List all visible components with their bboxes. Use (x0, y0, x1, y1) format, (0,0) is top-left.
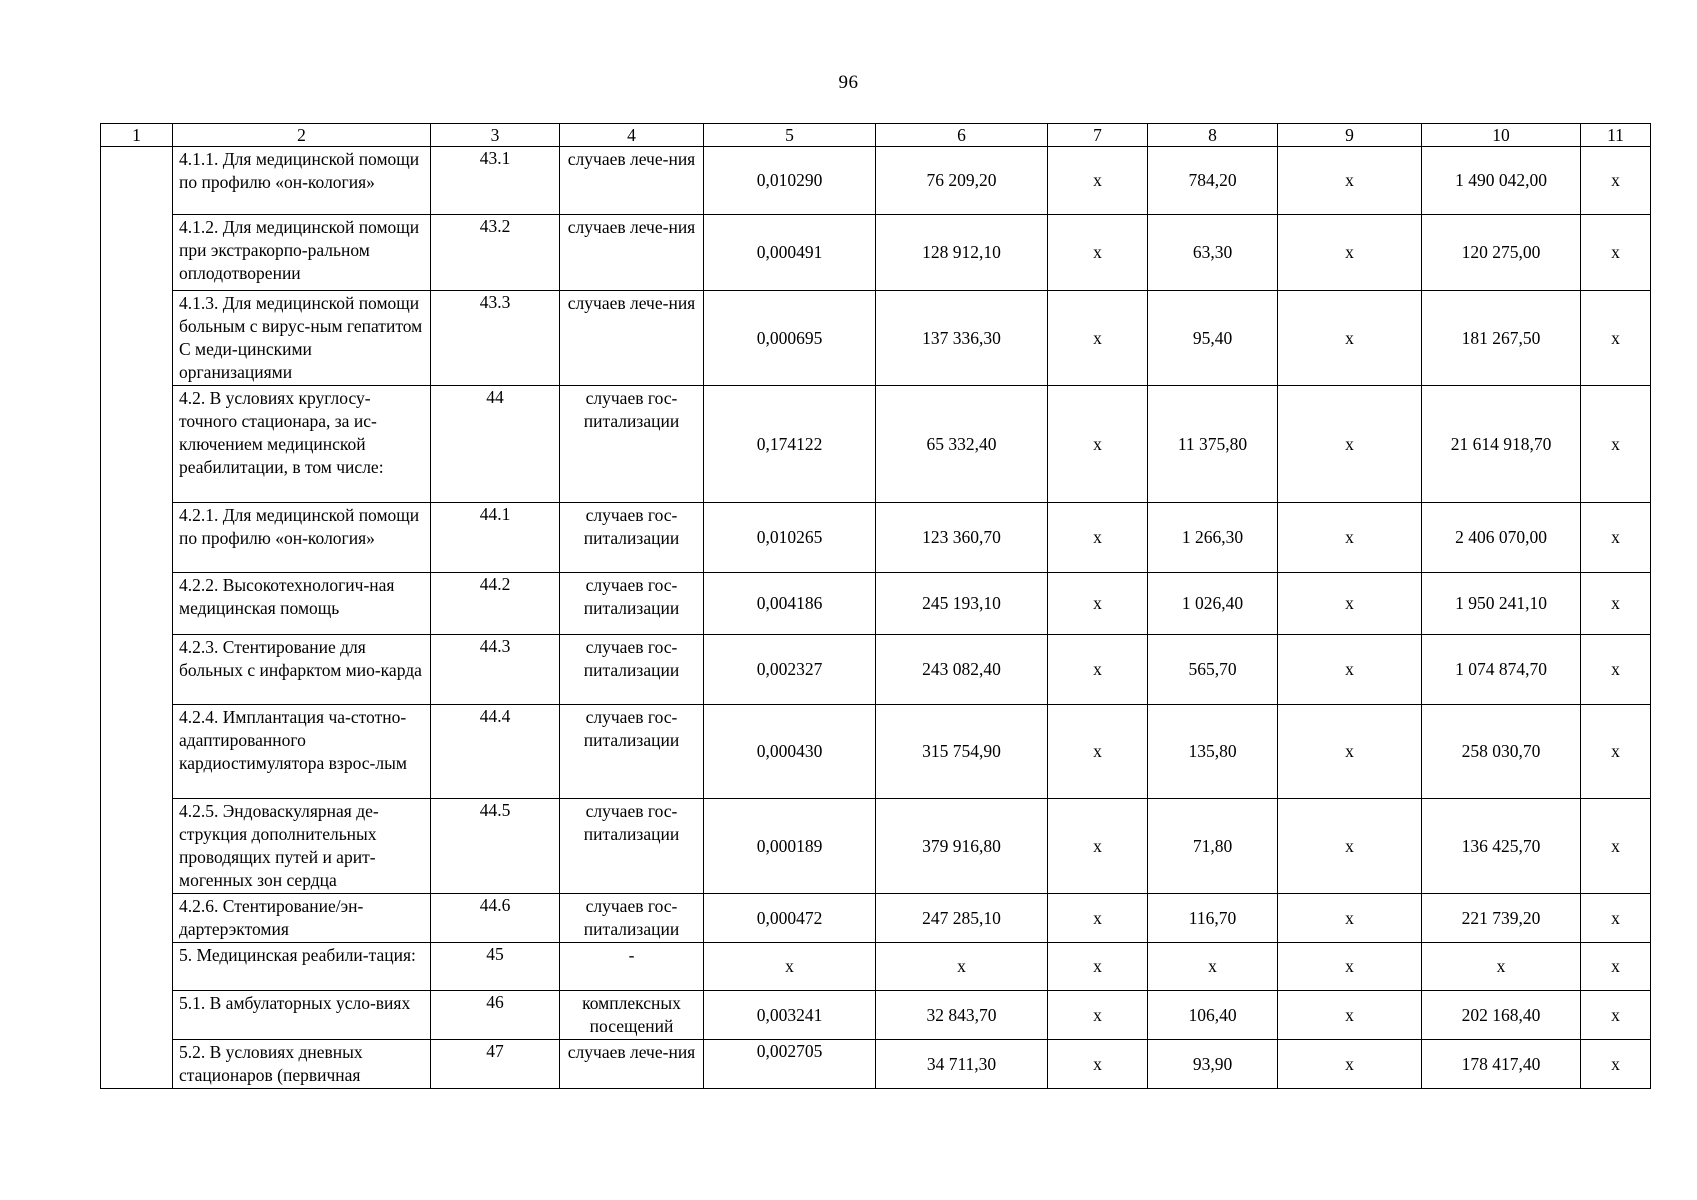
volume-norm-cell: 0,000430 (704, 705, 876, 799)
value-cell: х (1278, 503, 1422, 573)
total-cost-cell: 202 168,40 (1422, 991, 1581, 1040)
volume-norm-cell: 0,003241 (704, 991, 876, 1040)
total-cost-cell: 221 739,20 (1422, 894, 1581, 943)
indicator-name-cell: 4.1.3. Для медицинской помощи больным с вирус-ным гепатитом С меди-цинскими организациями (173, 291, 431, 386)
indicator-name-cell: 5.1. В амбулаторных усло-виях (173, 991, 431, 1040)
column-header: 9 (1278, 124, 1422, 147)
line-number-cell: 44.3 (431, 635, 560, 705)
table-row (101, 705, 1651, 799)
data-table (100, 123, 1651, 1089)
volume-norm-cell: 0,004186 (704, 573, 876, 635)
value-cell: х (1581, 291, 1651, 386)
total-cost-cell: 1 950 241,10 (1422, 573, 1581, 635)
value-cell: х (1048, 215, 1148, 291)
indicator-name-cell: 4.2.3. Стентирование для больных с инфарктом мио-карда (173, 635, 431, 705)
value-cell: х (1048, 705, 1148, 799)
per-capita-cell: 93,90 (1148, 1040, 1278, 1089)
volume-norm-cell: 0,000472 (704, 894, 876, 943)
value-cell: х (1581, 991, 1651, 1040)
value-cell: х (1581, 503, 1651, 573)
value-cell: х (1581, 705, 1651, 799)
value-cell: х (1581, 799, 1651, 894)
volume-norm-cell: 0,000189 (704, 799, 876, 894)
column-header: 1 (101, 124, 173, 147)
indicator-name-cell: 4.2.6. Стентирование/эн-дартерэктомия (173, 894, 431, 943)
table-row (101, 799, 1651, 894)
cost-norm-cell: 65 332,40 (876, 386, 1048, 503)
unit-cell: случаев гос-питализации (560, 503, 704, 573)
total-cost-cell: 136 425,70 (1422, 799, 1581, 894)
column-header: 11 (1581, 124, 1651, 147)
per-capita-cell: х (1148, 943, 1278, 991)
cost-norm-cell: 76 209,20 (876, 147, 1048, 215)
value-cell: х (1048, 291, 1148, 386)
unit-cell: случаев гос-питализации (560, 894, 704, 943)
line-number-cell: 44.4 (431, 705, 560, 799)
total-cost-cell: 120 275,00 (1422, 215, 1581, 291)
column-header: 2 (173, 124, 431, 147)
volume-norm-cell: 0,000491 (704, 215, 876, 291)
unit-cell: случаев гос-питализации (560, 635, 704, 705)
total-cost-cell: 181 267,50 (1422, 291, 1581, 386)
table-row (101, 894, 1651, 943)
column-header: 4 (560, 124, 704, 147)
indicator-name-cell: 4.2.1. Для медицинской помощи по профилю «он-кология» (173, 503, 431, 573)
value-cell: х (1278, 943, 1422, 991)
table-row (101, 215, 1651, 291)
line-number-cell: 44.5 (431, 799, 560, 894)
volume-norm-cell: 0,002327 (704, 635, 876, 705)
value-cell: х (1048, 573, 1148, 635)
value-cell: х (1581, 894, 1651, 943)
per-capita-cell: 135,80 (1148, 705, 1278, 799)
line-number-cell: 44.2 (431, 573, 560, 635)
cost-norm-cell: 247 285,10 (876, 894, 1048, 943)
total-cost-cell: 1 074 874,70 (1422, 635, 1581, 705)
value-cell: х (1581, 386, 1651, 503)
total-cost-cell: 258 030,70 (1422, 705, 1581, 799)
line-number-cell: 44.6 (431, 894, 560, 943)
per-capita-cell: 1 266,30 (1148, 503, 1278, 573)
cost-norm-cell: 34 711,30 (876, 1040, 1048, 1089)
section-number-cell (101, 147, 173, 1089)
line-number-cell: 44 (431, 386, 560, 503)
volume-norm-cell: 0,174122 (704, 386, 876, 503)
value-cell: х (1278, 799, 1422, 894)
total-cost-cell: 2 406 070,00 (1422, 503, 1581, 573)
line-number-cell: 46 (431, 991, 560, 1040)
value-cell: х (1048, 943, 1148, 991)
value-cell: х (1278, 991, 1422, 1040)
value-cell: х (1048, 1040, 1148, 1089)
unit-cell: случаев лече-ния (560, 147, 704, 215)
line-number-cell: 43.2 (431, 215, 560, 291)
volume-norm-cell: 0,010265 (704, 503, 876, 573)
total-cost-cell: 178 417,40 (1422, 1040, 1581, 1089)
volume-norm-cell: 0,010290 (704, 147, 876, 215)
unit-cell: случаев лече-ния (560, 215, 704, 291)
per-capita-cell: 95,40 (1148, 291, 1278, 386)
value-cell: х (1048, 386, 1148, 503)
indicator-name-cell: 4.2.4. Имплантация ча-стотно-адаптированного кардиостимулятора взрос-лым (173, 705, 431, 799)
value-cell: х (1278, 1040, 1422, 1089)
unit-cell: комплексных посещений (560, 991, 704, 1040)
indicator-name-cell: 5. Медицинская реабили-тация: (173, 943, 431, 991)
table-row (101, 573, 1651, 635)
per-capita-cell: 63,30 (1148, 215, 1278, 291)
value-cell: х (1278, 147, 1422, 215)
unit-cell: случаев лече-ния (560, 291, 704, 386)
value-cell: х (1278, 386, 1422, 503)
table-row (101, 943, 1651, 991)
table-row (101, 147, 1651, 215)
column-header: 5 (704, 124, 876, 147)
line-number-cell: 47 (431, 1040, 560, 1089)
indicator-name-cell: 4.2.5. Эндоваскулярная де-струкция дополнительных проводящих путей и арит-могенных зон сердца (173, 799, 431, 894)
total-cost-cell: х (1422, 943, 1581, 991)
per-capita-cell: 565,70 (1148, 635, 1278, 705)
value-cell: х (1581, 573, 1651, 635)
indicator-name-cell: 4.1.1. Для медицинской помощи по профилю «он-кология» (173, 147, 431, 215)
line-number-cell: 44.1 (431, 503, 560, 573)
line-number-cell: 43.3 (431, 291, 560, 386)
value-cell: х (1048, 503, 1148, 573)
column-header: 6 (876, 124, 1048, 147)
value-cell: х (1278, 635, 1422, 705)
per-capita-cell: 784,20 (1148, 147, 1278, 215)
cost-norm-cell: 32 843,70 (876, 991, 1048, 1040)
per-capita-cell: 116,70 (1148, 894, 1278, 943)
unit-cell: случаев гос-питализации (560, 799, 704, 894)
value-cell: х (1048, 635, 1148, 705)
per-capita-cell: 1 026,40 (1148, 573, 1278, 635)
table-row (101, 503, 1651, 573)
value-cell: х (1278, 215, 1422, 291)
value-cell: х (1581, 635, 1651, 705)
cost-norm-cell: 379 916,80 (876, 799, 1048, 894)
volume-norm-cell: х (704, 943, 876, 991)
total-cost-cell: 1 490 042,00 (1422, 147, 1581, 215)
unit-cell: случаев гос-питализации (560, 386, 704, 503)
value-cell: х (1048, 894, 1148, 943)
per-capita-cell: 11 375,80 (1148, 386, 1278, 503)
column-header: 3 (431, 124, 560, 147)
indicator-name-cell: 4.1.2. Для медицинской помощи при экстракорпо-ральном оплодотворении (173, 215, 431, 291)
volume-norm-cell: 0,000695 (704, 291, 876, 386)
indicator-name-cell: 4.2.2. Высокотехнологич-ная медицинская помощь (173, 573, 431, 635)
unit-cell: случаев гос-питализации (560, 573, 704, 635)
value-cell: х (1048, 991, 1148, 1040)
value-cell: х (1278, 573, 1422, 635)
total-cost-cell: 21 614 918,70 (1422, 386, 1581, 503)
table-row (101, 635, 1651, 705)
cost-norm-cell: 315 754,90 (876, 705, 1048, 799)
per-capita-cell: 71,80 (1148, 799, 1278, 894)
cost-norm-cell: 245 193,10 (876, 573, 1048, 635)
column-header: 8 (1148, 124, 1278, 147)
table-row (101, 291, 1651, 386)
column-header: 7 (1048, 124, 1148, 147)
cost-norm-cell: 137 336,30 (876, 291, 1048, 386)
table-row (101, 1040, 1651, 1089)
value-cell: х (1048, 799, 1148, 894)
table-row (101, 386, 1651, 503)
unit-cell: - (560, 943, 704, 991)
value-cell: х (1048, 147, 1148, 215)
value-cell: х (1278, 894, 1422, 943)
line-number-cell: 43.1 (431, 147, 560, 215)
indicator-name-cell: 5.2. В условиях дневных стационаров (первичная (173, 1040, 431, 1089)
unit-cell: случаев лече-ния (560, 1040, 704, 1089)
value-cell: х (1581, 147, 1651, 215)
table-row (101, 991, 1651, 1040)
per-capita-cell: 106,40 (1148, 991, 1278, 1040)
value-cell: х (1581, 1040, 1651, 1089)
value-cell: х (1278, 291, 1422, 386)
column-header-row (101, 124, 1651, 147)
column-header: 10 (1422, 124, 1581, 147)
cost-norm-cell: х (876, 943, 1048, 991)
value-cell: х (1581, 943, 1651, 991)
cost-norm-cell: 243 082,40 (876, 635, 1048, 705)
value-cell: х (1581, 215, 1651, 291)
cost-norm-cell: 123 360,70 (876, 503, 1048, 573)
cost-norm-cell: 128 912,10 (876, 215, 1048, 291)
unit-cell: случаев гос-питализации (560, 705, 704, 799)
value-cell: х (1278, 705, 1422, 799)
page-number: 96 (838, 72, 859, 93)
line-number-cell: 45 (431, 943, 560, 991)
volume-norm-cell: 0,002705 (704, 1040, 876, 1089)
indicator-name-cell: 4.2. В условиях круглосу-точного стационара, за ис-ключением медицинской реабилитации, в том числе: (173, 386, 431, 503)
